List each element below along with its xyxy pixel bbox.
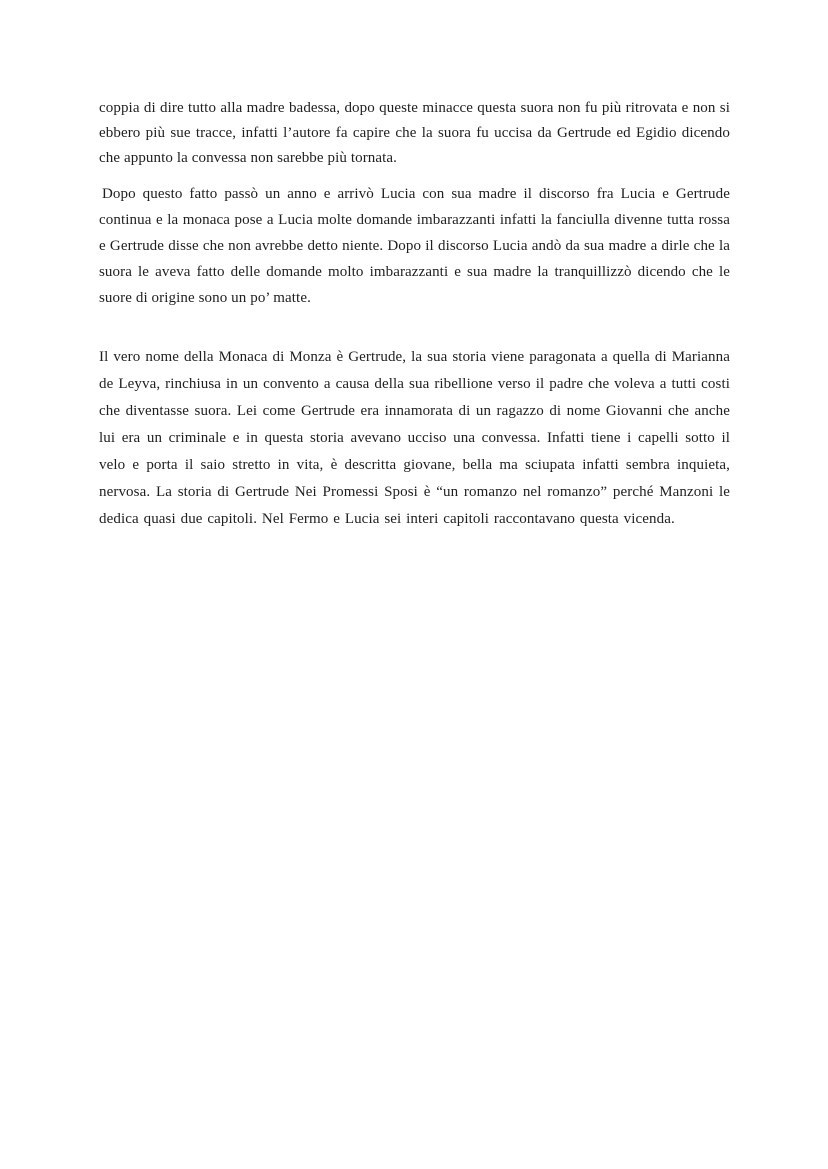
paragraph-1: coppia di dire tutto alla madre badessa, dopo queste minacce questa suora non fu più ritrovata e non si ebbero più sue tracce, infatti l’autore fa capire che la suora fu uccisa da Gertrude ed Egidio dicendo che appunto la convessa non sarebbe più tornata.	[99, 100, 730, 166]
paragraph-2: Dopo questo fatto passò un anno e arrivò Lucia con sua madre il discorso fra Lucia e Gertrude continua e la monaca pose a Lucia molte domande imbarazzanti infatti la fanciulla divenne tutta rossa e Gertrude disse che non avrebbe detto niente. Dopo il discorso Lucia andò da sua madre a dirle che la suora le aveva fatto delle domande molto imbarazzanti e sua madre la tranquillizzò dicendo che le suore di origine sono un po’ matte.	[99, 186, 730, 306]
paragraph-3: Il vero nome della Monaca di Monza è Gertrude, la sua storia viene paragonata a quella di Marianna de Leyva, rinchiusa in un convento a causa della sua ribellione verso il padre che voleva a tutti costi che diventasse suora. Lei come Gertrude era innamorata di un ragazzo di nome Giovanni che anche lui era un criminale e in questa storia avevano ucciso una convessa. Infatti tiene i capelli sotto il velo e porta il saio stretto in vita, è descritta giovane, bella ma sciupata infatti sembra inquieta, nervosa. La storia di Gertrude Nei Promessi Sposi è “un romanzo nel romanzo” perché Manzoni le dedica quasi due capitoli. Nel Fermo e Lucia sei interi capitoli raccontavano questa vicenda.	[99, 349, 730, 527]
